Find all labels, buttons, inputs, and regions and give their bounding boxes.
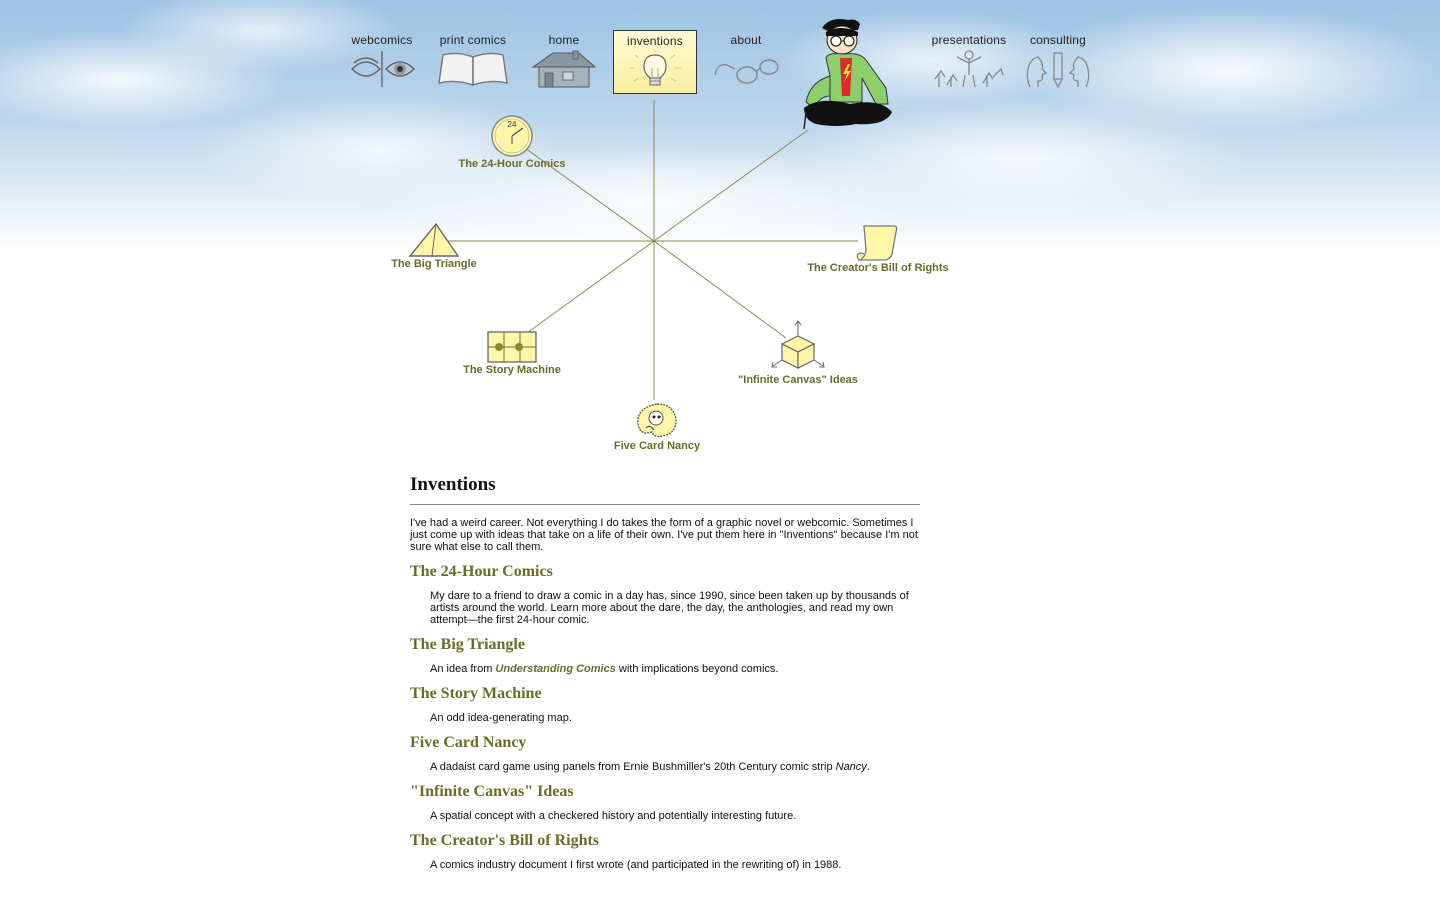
node-story-machine-label: The Story Machine <box>463 364 561 376</box>
clock-icon <box>490 114 534 158</box>
section-text-24-hour-comics: My dare to a friend to draw a comic in a day has, since 1990, since been taken up by thousands of artists around the world. Learn more about the dare, the day, the anthologies, and read my own attempt—the first 24-hour comic. <box>430 590 909 626</box>
scroll-icon <box>856 222 900 262</box>
understanding-comics-link[interactable]: Understanding Comics <box>495 663 616 675</box>
big-triangle-text-before: An idea from <box>430 663 496 675</box>
nav-print-comics[interactable] <box>431 30 515 94</box>
section-text-big-triangle <box>430 663 920 675</box>
glasses-icon <box>711 49 781 89</box>
nav-home[interactable] <box>522 30 606 94</box>
section-text-creators-bill-of-rights: A comics industry document I first wrote (and participated in the rewriting of) in 1988. <box>430 859 842 871</box>
nav-consulting[interactable] <box>1018 30 1098 94</box>
section-heading-big-triangle[interactable]: The Big Triangle <box>410 636 525 653</box>
node-creators-bill-of-rights-label: The Creator's Bill of Rights <box>807 262 949 274</box>
inventions-map <box>380 100 980 470</box>
eye-icon <box>346 49 418 89</box>
node-five-card-nancy-label: Five Card Nancy <box>613 440 701 452</box>
faces-pencil-icon <box>1020 49 1096 89</box>
nav-webcomics-label: webcomics <box>351 33 413 47</box>
nav-presentations-label: presentations <box>931 33 1007 47</box>
triangle-icon <box>408 222 460 258</box>
intro-paragraph: I've had a weird career. Not everything I do takes the form of a graphic novel or webcomic. Sometimes I just come up with ideas that take on a life of their own. I've put them here in "Inventions" because I'm not sure what else to call them. <box>410 517 918 553</box>
node-24-hour-comics[interactable] <box>452 114 572 170</box>
node-infinite-canvas[interactable] <box>736 320 860 386</box>
presenter-icon <box>931 49 1007 89</box>
nav-about-label: about <box>730 33 762 47</box>
nav-inventions-label: inventions <box>626 34 684 48</box>
page-title: Inventions <box>410 474 920 505</box>
top-navigation <box>0 0 1440 100</box>
nav-consulting-label: consulting <box>1029 33 1087 47</box>
node-creators-bill-of-rights[interactable] <box>806 222 950 274</box>
story-machine-icon <box>486 330 538 364</box>
nav-about[interactable] <box>704 30 788 94</box>
clock-number: 24 <box>507 120 517 129</box>
big-triangle-text-after: with implications beyond comics. <box>615 663 779 675</box>
nav-presentations[interactable] <box>926 30 1012 94</box>
section-text-story-machine: An odd idea-generating map. <box>430 712 572 724</box>
node-story-machine[interactable] <box>458 330 566 376</box>
node-five-card-nancy[interactable] <box>610 400 704 452</box>
section-heading-creators-bill-of-rights[interactable]: The Creator's Bill of Rights <box>410 832 600 849</box>
nav-inventions[interactable] <box>613 30 697 94</box>
lightbulb-icon <box>625 50 685 90</box>
section-heading-infinite-canvas[interactable]: "Infinite Canvas" Ideas <box>410 783 574 800</box>
section-heading-story-machine[interactable]: The Story Machine <box>410 685 542 702</box>
node-infinite-canvas-label: "Infinite Canvas" Ideas <box>738 374 858 386</box>
section-text-five-card-nancy <box>430 761 920 773</box>
nancy-text-before: A dadaist card game using panels from Ernie Bushmiller's 20th Century comic strip <box>430 761 836 773</box>
nav-webcomics[interactable] <box>340 30 424 94</box>
main-content <box>410 472 920 871</box>
nav-home-label: home <box>548 33 580 47</box>
open-book-icon <box>435 49 511 89</box>
house-icon <box>529 49 599 89</box>
section-text-infinite-canvas: A spatial concept with a checkered history and potentially interesting future. <box>430 810 797 822</box>
cube-icon <box>770 320 826 374</box>
node-big-triangle[interactable] <box>388 222 480 270</box>
section-heading-24-hour-comics[interactable]: The 24-Hour Comics <box>410 563 553 580</box>
nancy-card-icon <box>632 400 682 440</box>
node-24-hour-comics-label: The 24-Hour Comics <box>458 158 566 170</box>
nancy-text-after: . <box>866 761 870 773</box>
section-heading-five-card-nancy[interactable]: Five Card Nancy <box>410 734 527 751</box>
nancy-emphasis: Nancy <box>835 761 867 773</box>
nav-print-comics-label: print comics <box>439 33 507 47</box>
node-big-triangle-label: The Big Triangle <box>391 258 477 270</box>
